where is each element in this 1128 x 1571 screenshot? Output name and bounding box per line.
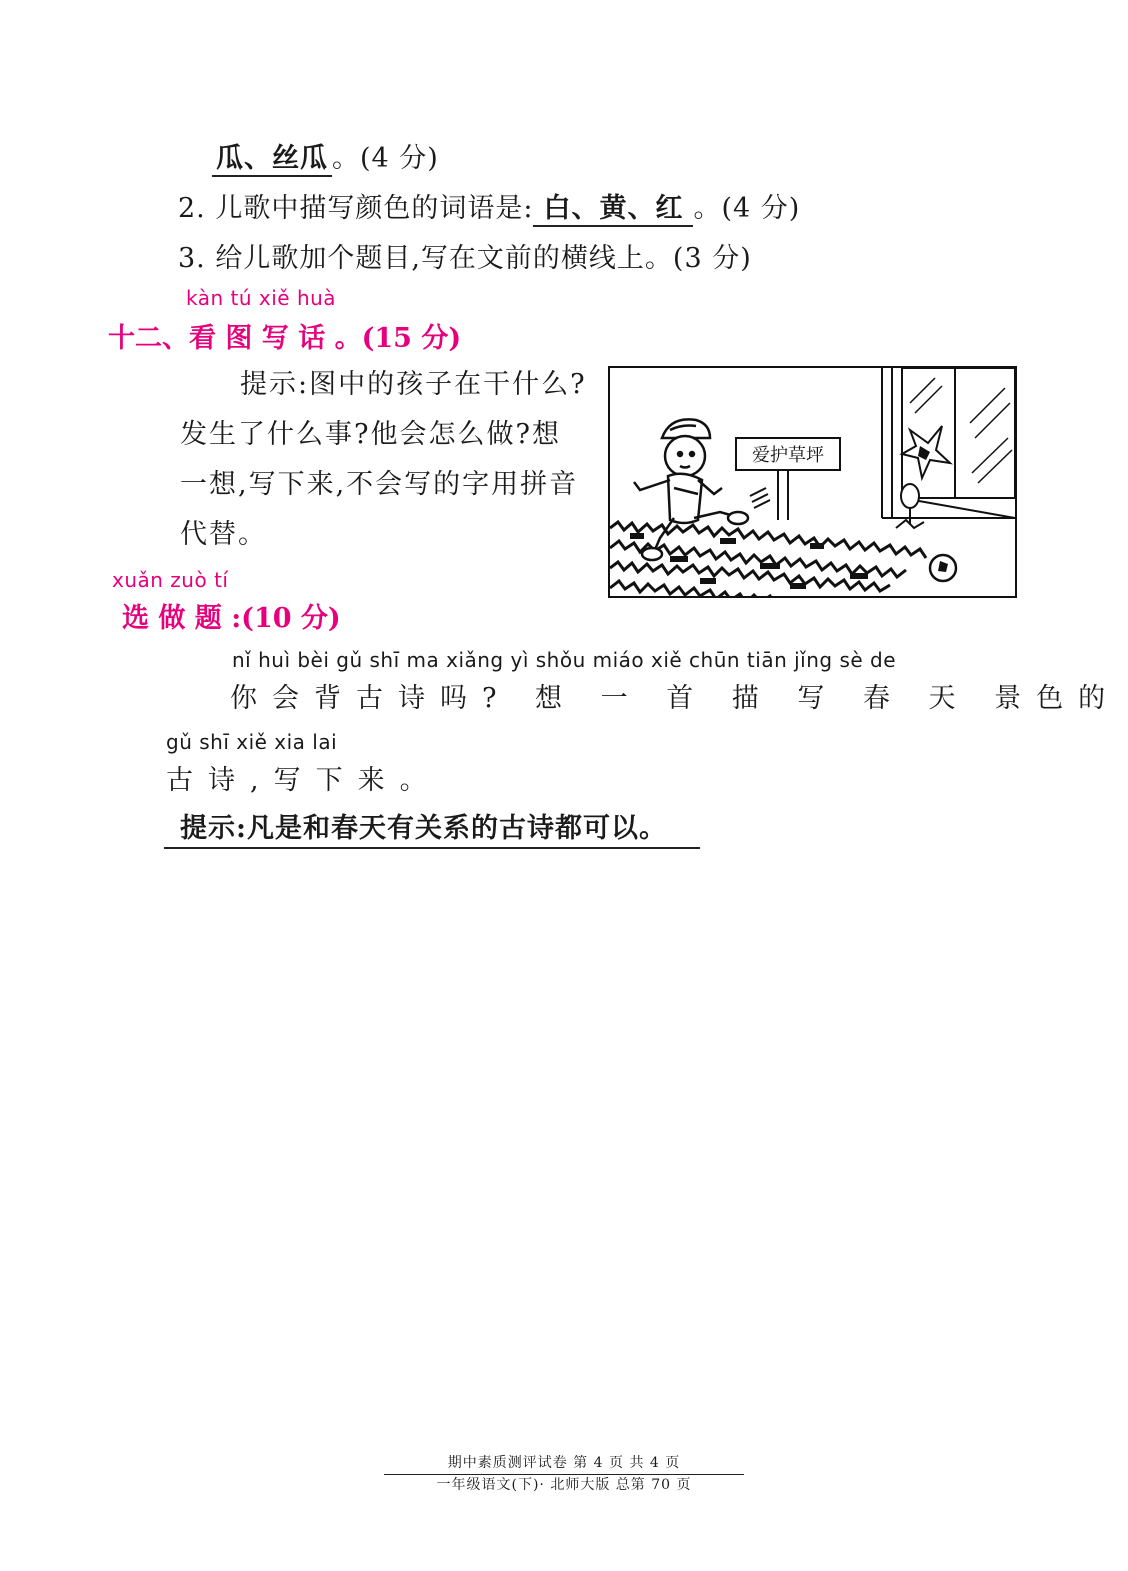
optional-line1-pinyin: nǐ huì bèi gǔ shī ma xiǎng yì shǒu miáo xiě chūn tiān jǐng sè de — [232, 648, 897, 672]
optional-title: 选 做 题 :(10 分) — [122, 603, 341, 634]
section12-pinyin: kàn tú xiě huà — [186, 286, 337, 310]
question-3: 3. 给儿歌加个题目,写在文前的横线上。(3 分) — [178, 243, 752, 274]
optional-line2-pinyin: gǔ shī xiě xia lai — [166, 730, 338, 754]
q2-score: 。(4 分) — [693, 193, 801, 224]
q1-answer: 瓜、丝瓜 — [212, 136, 332, 177]
optional-pinyin: xuǎn zuò tí — [112, 568, 229, 592]
footer-line-1: 期中素质测评试卷 第 4 页 共 4 页 — [384, 1452, 744, 1475]
section12-hint — [180, 360, 600, 560]
q1-score: 。(4 分) — [332, 143, 439, 174]
optional-line2-text: 古诗,写下来。 — [166, 765, 442, 796]
picture-boy-kicking-ball — [608, 366, 1017, 598]
hint-line-2: 发生了什么事?他会怎么做?想 — [180, 419, 561, 450]
optional-hint: 提示:凡是和春天有关系的古诗都可以。 — [180, 813, 667, 844]
question-2 — [178, 186, 800, 227]
footer-line-2: 一年级语文(下)· 北师大版 总第 70 页 — [436, 1477, 692, 1493]
hint-line-4: 代替。 — [180, 519, 267, 550]
q2-answer: 白、黄、红 — [533, 186, 693, 227]
optional-line1-text: 你会背古诗吗? 想 一 首 描 写 春 天 景色的 — [230, 683, 1121, 714]
illustration-svg — [610, 368, 1015, 596]
q2-text: 2. 儿歌中描写颜色的词语是: — [178, 193, 534, 224]
sign-text: 爱护草坪 — [752, 445, 824, 466]
hint-line-3: 一想,写下来,不会写的字用拼音 — [180, 469, 579, 500]
hint-line-1: 提示:图中的孩子在干什么? — [240, 369, 587, 400]
q1-tail — [212, 136, 439, 177]
optional-hint-box — [164, 806, 700, 849]
section12-title: 十二、看 图 写 话 。(15 分) — [108, 323, 462, 354]
